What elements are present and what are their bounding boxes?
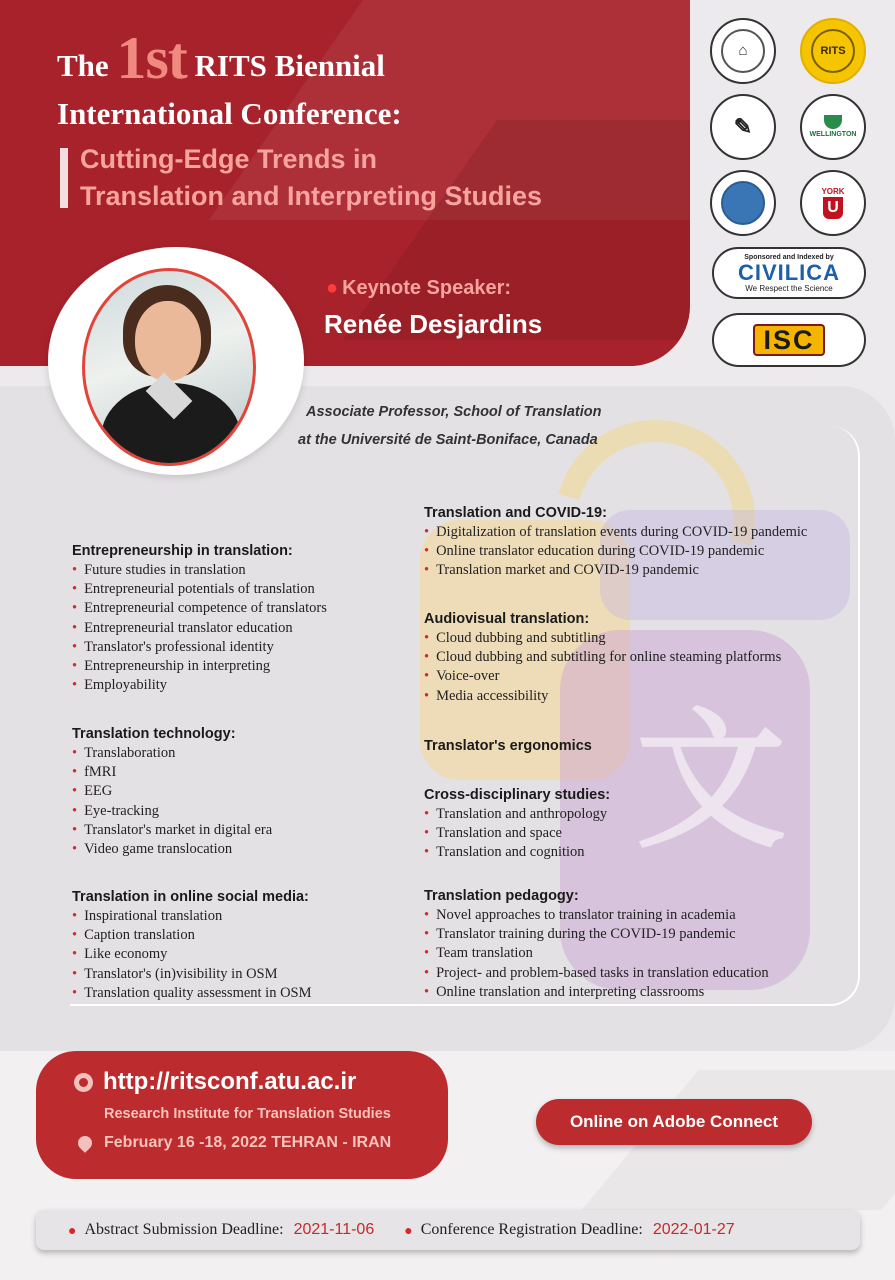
subtitle-accent-bar	[60, 148, 68, 208]
registration-deadline-label: Conference Registration Deadline:	[420, 1221, 643, 1238]
keynote-label-text: Keynote Speaker:	[342, 277, 512, 299]
abstract-deadline-date: 2021-11-06	[293, 1221, 375, 1238]
york-logo-text: YORK	[821, 187, 845, 196]
topic-cross-disciplinary	[424, 786, 610, 863]
topic-heading: Translator's ergonomics	[424, 738, 592, 754]
registration-deadline	[404, 1221, 734, 1239]
title-ordinal: 1st	[116, 25, 187, 91]
topic-item: • Translation and space	[424, 824, 610, 843]
conference-title-line1	[57, 25, 385, 91]
affiliation-line2: at the Université de Saint-Boniface, Canada	[298, 432, 598, 448]
topic-covid	[424, 504, 807, 581]
york-university-logo	[800, 170, 866, 236]
topic-ergonomics	[424, 737, 592, 756]
topic-item: • Caption translation	[72, 926, 312, 945]
topic-item: • Online translation and interpreting classrooms	[424, 983, 769, 1002]
topic-item: • Team translation	[424, 944, 769, 963]
civilica-logo	[712, 247, 866, 299]
topic-item: • Online translator education during COVID-19 pandemic	[424, 542, 807, 561]
topic-item: • Translator's (in)visibility in OSM	[72, 965, 312, 984]
building-icon	[721, 181, 765, 225]
wellington-logo-text: WELLINGTON	[809, 131, 857, 138]
topic-heading: Translation in online social media:	[72, 889, 309, 905]
topic-item: • Translation and anthropology	[424, 805, 610, 824]
topic-heading: Translation and COVID-19:	[424, 505, 607, 521]
topic-heading: Cross-disciplinary studies:	[424, 787, 611, 803]
conference-url-link[interactable]: http://ritsconf.atu.ac.ir	[103, 1068, 357, 1095]
adobe-connect-button[interactable]: Online on Adobe Connect	[536, 1099, 812, 1145]
topic-item: • Translator's market in digital era	[72, 821, 272, 840]
topic-heading: Entrepreneurship in translation:	[72, 543, 293, 559]
conference-title-line2: International Conference:	[57, 96, 402, 131]
topic-item: • Project- and problem-based tasks in translation education	[424, 964, 769, 983]
topic-audiovisual	[424, 610, 781, 706]
topic-item: • Entrepreneurial competence of translators	[72, 599, 327, 618]
bullet-icon: ●	[326, 277, 339, 299]
abstract-deadline-label: Abstract Submission Deadline:	[84, 1221, 284, 1238]
york-u-icon: U	[823, 197, 843, 219]
conference-url-row[interactable]	[74, 1068, 356, 1096]
emblem-icon: ⌂	[721, 29, 765, 73]
allameh-university-logo	[710, 18, 776, 84]
subtitle-line2: Translation and Interpreting Studies	[80, 181, 543, 211]
topic-item: • Cloud dubbing and subtitling	[424, 629, 781, 648]
topic-translation-technology	[72, 725, 272, 859]
bullet-icon: ●	[404, 1222, 413, 1238]
title-line1-rest: RITS Biennial	[194, 48, 385, 83]
topic-pedagogy	[424, 887, 769, 1002]
isc-logo	[712, 313, 866, 367]
speaker-affiliation	[298, 398, 602, 454]
translate-glyph-icon: 文	[636, 697, 787, 865]
topic-item: • Translator training during the COVID-19 pandemic	[424, 925, 769, 944]
shield-icon	[824, 115, 842, 129]
topic-item: • Future studies in translation	[72, 561, 327, 580]
topic-item: • fMRI	[72, 763, 272, 782]
topic-item: • Like economy	[72, 945, 312, 964]
civilica-sub-text: We Respect the Science	[745, 283, 833, 293]
topic-item: • Voice-over	[424, 667, 781, 686]
rits-logo	[800, 18, 866, 84]
bullet-icon: ●	[68, 1222, 77, 1238]
rits-logo-text: RITS	[811, 29, 855, 73]
civilica-top-text: Sponsored and Indexed by	[744, 253, 834, 261]
institute-seal-logo	[710, 170, 776, 236]
topic-item: • Digitalization of translation events during COVID-19 pandemic	[424, 523, 807, 542]
wellington-logo	[800, 94, 866, 160]
title-prefix: The	[57, 48, 109, 83]
topic-online-social-media	[72, 888, 312, 1003]
topic-item: • Translaboration	[72, 744, 272, 763]
topic-item: • Eye-tracking	[72, 802, 272, 821]
keynote-label	[326, 277, 511, 300]
topic-item: • Entrepreneurship in interpreting	[72, 657, 327, 676]
deadline-bar	[36, 1210, 860, 1250]
topic-heading: Translation technology:	[72, 726, 236, 742]
topic-item: • Translation quality assessment in OSM	[72, 984, 312, 1003]
calligraphy-icon: ✎	[733, 114, 753, 139]
date-location-row	[78, 1134, 391, 1152]
conference-subtitle	[80, 141, 542, 215]
topic-item: • EEG	[72, 782, 272, 801]
civilica-main-text: CIVILICA	[737, 259, 841, 285]
abstract-deadline	[68, 1221, 374, 1239]
topic-item: • Employability	[72, 676, 327, 695]
topic-item: • Novel approaches to translator training in academia	[424, 906, 769, 925]
topic-item: • Entrepreneurial translator education	[72, 619, 327, 638]
topic-item: • Cloud dubbing and subtitling for online steaming platforms	[424, 648, 781, 667]
speaker-photo	[82, 268, 256, 466]
affiliation-line1: Associate Professor, School of Translation	[306, 404, 602, 420]
topic-item: • Translation and cognition	[424, 843, 610, 862]
keynote-name: Renée Desjardins	[324, 309, 543, 339]
globe-icon	[74, 1073, 93, 1092]
location-pin-icon	[75, 1133, 95, 1153]
institute-name: Research Institute for Translation Studies	[104, 1106, 391, 1122]
isc-main-text: ISC	[763, 325, 815, 355]
topic-entrepreneurship	[72, 542, 327, 695]
subtitle-line1: Cutting-Edge Trends in	[80, 144, 377, 174]
topic-item: • Translation market and COVID-19 pandemic	[424, 561, 807, 580]
topic-item: • Media accessibility	[424, 687, 781, 706]
topic-item: • Translator's professional identity	[72, 638, 327, 657]
topic-heading: Audiovisual translation:	[424, 611, 590, 627]
topic-item: • Entrepreneurial potentials of translation	[72, 580, 327, 599]
date-location-text: February 16 -18, 2022 TEHRAN - IRAN	[104, 1134, 392, 1151]
topic-heading: Translation pedagogy:	[424, 888, 579, 904]
university-seal-logo	[710, 94, 776, 160]
topic-item: • Inspirational translation	[72, 907, 312, 926]
topic-item: • Video game translocation	[72, 840, 272, 859]
registration-deadline-date: 2022-01-27	[652, 1221, 735, 1238]
